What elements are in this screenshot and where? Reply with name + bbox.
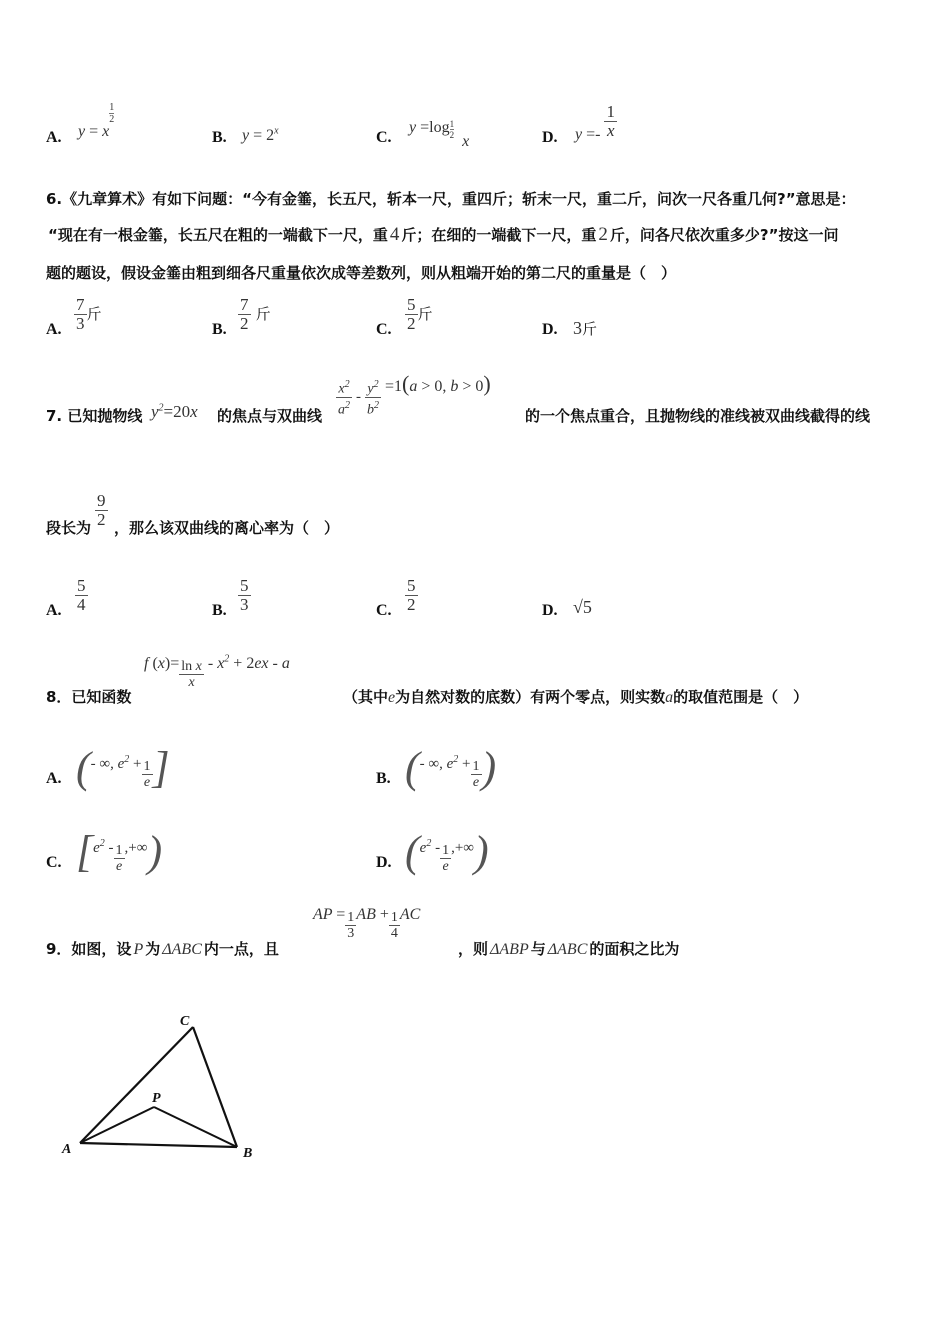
q6-line2a: “现在有一根金箠，长五尺在粗的一端截下一尺，重: [48, 226, 388, 244]
q6-num-4: 4: [389, 224, 400, 245]
q7-mid: 的焦点与双曲线: [217, 407, 323, 425]
q8-option-d: ($e^2$ - $\frac{1}{e}$ ,+∞): [405, 827, 489, 876]
q5c-math: y =log: [409, 119, 450, 136]
q6b-unit: 斤: [255, 305, 271, 323]
q7b-num: 5: [240, 576, 249, 595]
q9-text-c: ，则: [458, 940, 489, 958]
q9-vector-eq: AP = $\frac{1}{3}$ AB + $\frac{1}{4}$ AC: [313, 906, 421, 941]
q7-seg-den: 2: [97, 510, 106, 529]
q8-option-c-label: C.: [46, 854, 62, 871]
q7-option-b-label: B.: [212, 602, 227, 619]
q9-line: [46, 938, 279, 959]
q7-parabola-math: $y^2=20x$: [151, 402, 198, 421]
q7-line2b: ，那么该双曲线的离心率为（ ）: [114, 519, 340, 537]
q7-segment-length: [95, 492, 108, 529]
q7-option-d: √5: [573, 597, 592, 617]
q7-line2a: 段长为: [46, 519, 92, 537]
q8-text-c: 的取值范围是（ ）: [673, 688, 809, 706]
q9-tail: [458, 938, 679, 959]
q7c-den: 2: [407, 595, 416, 614]
q6d-unit: 斤: [582, 320, 598, 338]
q5a-math: y = x: [78, 123, 110, 140]
triangle-figure: [50, 1005, 280, 1175]
q8-a-var: a: [665, 689, 674, 706]
q9-tri-abp: ΔABP: [490, 941, 529, 958]
q6-line2b: 斤；在细的一端截下一尺，重: [401, 226, 597, 244]
q7-parabola: [151, 402, 198, 422]
q9-text-a: 为: [145, 940, 161, 958]
q7-option-a: [75, 577, 88, 614]
q6b-den: 2: [240, 314, 249, 333]
q6-option-a: [74, 296, 102, 333]
q5d-math: y =-: [575, 126, 601, 144]
q6c-den: 2: [407, 314, 416, 333]
q8-e-var: e: [388, 689, 396, 706]
option-b-label: B.: [212, 129, 227, 146]
q8-option-a-label: A.: [46, 770, 62, 787]
q9-tri-abc-2: ΔABC: [547, 941, 588, 958]
q8-option-d-label: D.: [376, 854, 392, 871]
q7a-num: 5: [77, 576, 86, 595]
q6-line1: 6.《九章算术》有如下问题：“今有金箠，长五尺，斩本一尺，重四斤；斩末一尺，重二斤，问次一尺各重几何?”意思是：: [46, 190, 856, 208]
q6a-num: 7: [76, 295, 85, 314]
q6b-num: 7: [240, 295, 249, 314]
q7a-den: 4: [77, 595, 86, 614]
q6-option-d-label: D.: [542, 321, 558, 338]
q7-option-c: [405, 577, 418, 614]
q7-option-c-label: C.: [376, 602, 392, 619]
q6-option-c-label: C.: [376, 321, 392, 338]
q8-option-a: (- ∞, $e^2$ + $\frac{1}{e}$ ]: [76, 743, 170, 792]
q9-text-b: 内一点，且: [203, 940, 279, 958]
q7-prefix: 7. 已知抛物线: [46, 407, 143, 425]
q8-option-b: (- ∞, $e^2$ + $\frac{1}{e}$ ): [405, 743, 497, 792]
option-a-label: A.: [46, 129, 62, 146]
q9-point-p: P: [133, 941, 144, 958]
vertex-p-label: P: [152, 1091, 161, 1106]
vertex-b-label: B: [243, 1146, 253, 1161]
option-d-label: D.: [542, 129, 558, 146]
q7c-num: 5: [407, 576, 416, 595]
q6c-unit: 斤: [417, 305, 433, 323]
q9-text-d: 与: [530, 940, 546, 958]
q8-text-a: （其中: [343, 688, 389, 706]
q6-line2: [48, 224, 838, 246]
q7b-den: 3: [240, 595, 249, 614]
q9-prefix: 9．如图，设: [46, 940, 132, 958]
q6a-unit: 斤: [86, 305, 102, 323]
edge-ab: [80, 1143, 237, 1147]
q6-line3: 题的题设，假设金箠由粗到细各尺重量依次成等差数列，则从粗端开始的第二尺的重量是（ ）: [46, 264, 677, 282]
q6-option-d: [573, 318, 597, 339]
q6a-den: 3: [76, 314, 85, 333]
edge-ap: [80, 1107, 154, 1143]
q7-option-d-label: D.: [542, 602, 558, 619]
option-b-expr: [242, 126, 279, 145]
q9-tri-abc: ΔABC: [162, 941, 202, 958]
edge-ac: [80, 1027, 193, 1143]
option-c-label: C.: [376, 129, 392, 146]
q8-option-c: [$e^2$ - $\frac{1}{e}$ ,+∞): [76, 827, 163, 876]
q6-option-c: [405, 296, 433, 333]
q8-prefix: 8．已知函数: [46, 688, 132, 706]
vertex-c-label: C: [180, 1014, 190, 1029]
vertex-a-label: A: [62, 1142, 72, 1157]
q9-text-e: 的面积之比为: [589, 940, 680, 958]
q8-text: [343, 686, 808, 707]
q6-option-b: [238, 296, 271, 333]
q6-line2c: 斤，问各尺依次重多少?”按这一问: [609, 226, 839, 244]
q5b-math: y = 2$^x$: [242, 126, 279, 145]
q6-num-2: 2: [598, 224, 608, 245]
q7-seg-num: 9: [97, 491, 106, 510]
option-a-expr: y = x $\frac{1}{2}$: [78, 102, 115, 140]
q7-option-a-label: A.: [46, 602, 62, 619]
q6-option-b-label: B.: [212, 321, 227, 338]
q7-option-b: [238, 577, 251, 614]
q8-function: f (x)= $\frac{\text{ln x}}{x}$ - $x^2 + 2ex - a$: [144, 653, 290, 690]
q6c-num: 5: [407, 295, 416, 314]
option-c-expr: y =log $\frac{1}{2}$ x: [409, 119, 470, 150]
q7-suffix: 的一个焦点重合，且抛物线的准线被双曲线截得的线: [525, 407, 871, 425]
q6d-value: 3: [573, 318, 582, 338]
q7-hyperbola: $\frac{x^2}{a^2}$ - $\frac{y^2}{b^2}$ =1(a > 0, b > 0): [338, 370, 491, 418]
q6-option-a-label: A.: [46, 321, 62, 338]
q8-option-b-label: B.: [376, 770, 391, 787]
q8-text-b: 为自然对数的底数）有两个零点，则实数: [395, 688, 666, 706]
option-d-expr: y =- $\frac{1}{x}$: [575, 102, 615, 144]
